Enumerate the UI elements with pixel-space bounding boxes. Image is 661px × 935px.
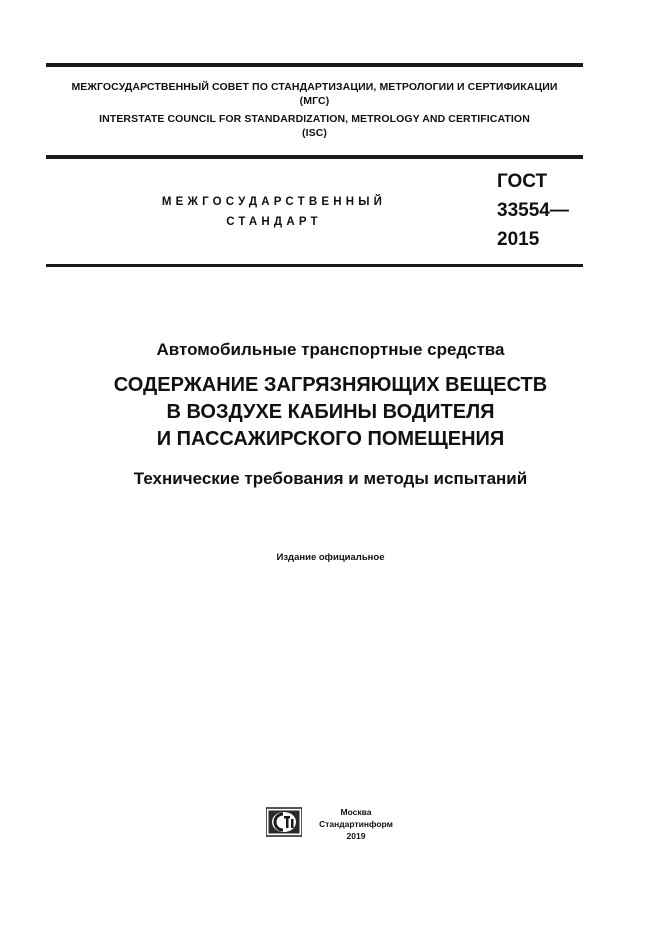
title-line2: В ВОЗДУХЕ КАБИНЫ ВОДИТЕЛЯ — [166, 401, 495, 423]
edition-note: Издание официальное — [276, 552, 385, 563]
publisher-name: Стандартинформ — [319, 819, 393, 829]
title-line3: И ПАССАЖИРСКОГО ПОМЕЩЕНИЯ — [156, 428, 505, 450]
document-title — [0, 372, 661, 453]
title-line1: СОДЕРЖАНИЕ ЗАГРЯЗНЯЮЩИХ ВЕЩЕСТВ — [113, 374, 548, 396]
document-subtitle: Технические требования и методы испытаний — [133, 469, 528, 488]
bottom-rule — [46, 264, 583, 267]
standard-type-line2: СТАНДАРТ — [226, 216, 322, 228]
standard-type-line1: МЕЖГОСУДАРСТВЕННЫЙ — [161, 196, 387, 208]
middle-rule — [46, 155, 583, 159]
council-name-en — [46, 112, 583, 140]
gost-prefix: ГОСТ — [497, 171, 548, 192]
gost-year: 2015 — [497, 229, 540, 250]
gost-number — [497, 167, 569, 254]
council-name-en-line: INTERSTATE COUNCIL FOR STANDARDIZATION, METROLOGY AND CERTIFICATION — [99, 113, 530, 125]
publisher-city: Москва — [340, 807, 372, 817]
council-name-ru — [46, 80, 583, 108]
council-name-ru-line: МЕЖГОСУДАРСТВЕННЫЙ СОВЕТ ПО СТАНДАРТИЗАЦИИ, МЕТРОЛОГИИ И СЕРТИФИКАЦИИ — [71, 81, 558, 93]
top-rule — [46, 63, 583, 67]
standartinform-logo-icon — [266, 806, 302, 838]
gost-id: 33554— — [497, 200, 569, 221]
publisher-block — [308, 806, 404, 842]
publication-year: 2019 — [346, 831, 366, 841]
council-abbr-ru: (МГС) — [299, 95, 330, 107]
standard-type-label — [130, 192, 418, 232]
council-abbr-en: (ISC) — [302, 127, 327, 139]
document-subject: Автомобильные транспортные средства — [156, 340, 505, 359]
